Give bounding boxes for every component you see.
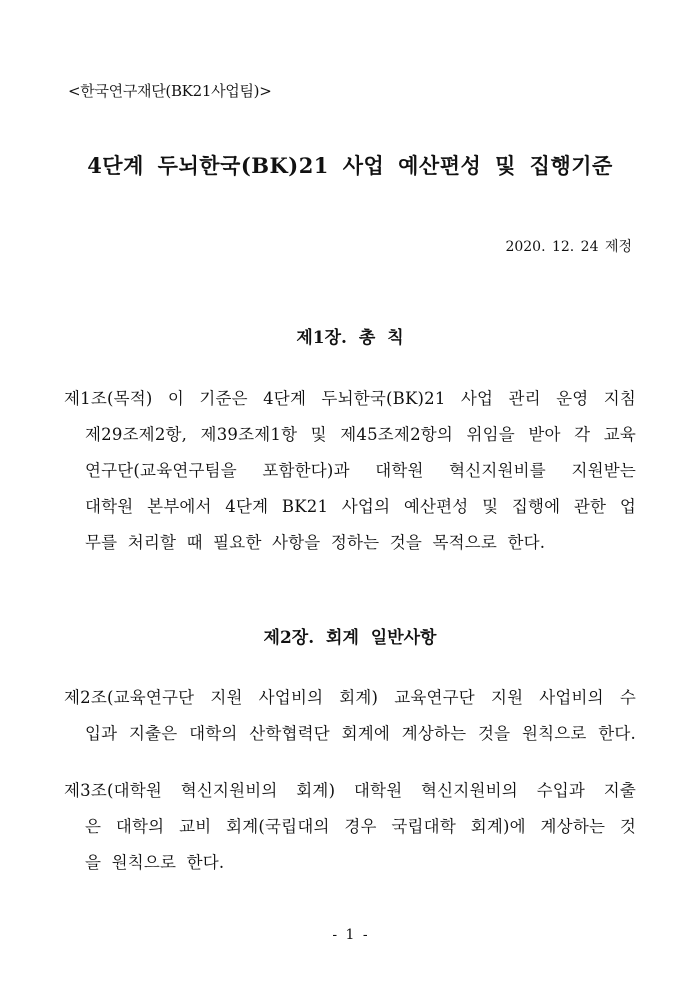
article-1-line-3: 연구단(교육연구팀을 포함한다)과 대학원 혁신지원비를 지원받는	[85, 461, 636, 480]
article-1-line-1: 제1조(목적) 이 기준은 4단계 두뇌한국(BK)21 사업 관리 운영 지침	[64, 389, 636, 408]
page-number: - 1 -	[332, 927, 368, 943]
article-3-line-3: 을 원칙으로 한다.	[85, 853, 225, 872]
article-1-line-2: 제29조제2항, 제39조제1항 및 제45조제2항의 위임을 받아 각 교육	[85, 425, 636, 444]
article-3-line-1: 제3조(대학원 혁신지원비의 회계) 대학원 혁신지원비의 수입과 지출	[64, 781, 636, 800]
article-2	[64, 680, 636, 752]
article-1-line-5: 무를 처리할 때 필요한 사항을 정하는 것을 목적으로 한다.	[85, 533, 546, 552]
chapter-1-title: 제1장. 총 칙	[296, 328, 404, 348]
article-1-line-4: 대학원 본부에서 4단계 BK21 사업의 예산편성 및 집행에 관한 업	[85, 497, 636, 516]
article-1	[64, 381, 636, 561]
header-note: <한국연구재단(BK21사업팀)>	[68, 82, 272, 100]
article-3-line-2: 은 대학의 교비 회계(국립대의 경우 국립대학 회계)에 계상하는 것	[85, 817, 636, 836]
article-3	[64, 773, 636, 881]
enactment-date: 2020. 12. 24 제정	[505, 239, 632, 255]
article-2-line-1: 제2조(교육연구단 지원 사업비의 회계) 교육연구단 지원 사업비의 수	[64, 688, 636, 707]
article-2-line-2: 입과 지출은 대학의 산학협력단 회계에 계상하는 것을 원칙으로 한다.	[85, 724, 636, 743]
document-title: 4단계 두뇌한국(BK)21 사업 예산편성 및 집행기준	[87, 153, 613, 178]
chapter-2-title: 제2장. 회계 일반사항	[263, 628, 437, 648]
